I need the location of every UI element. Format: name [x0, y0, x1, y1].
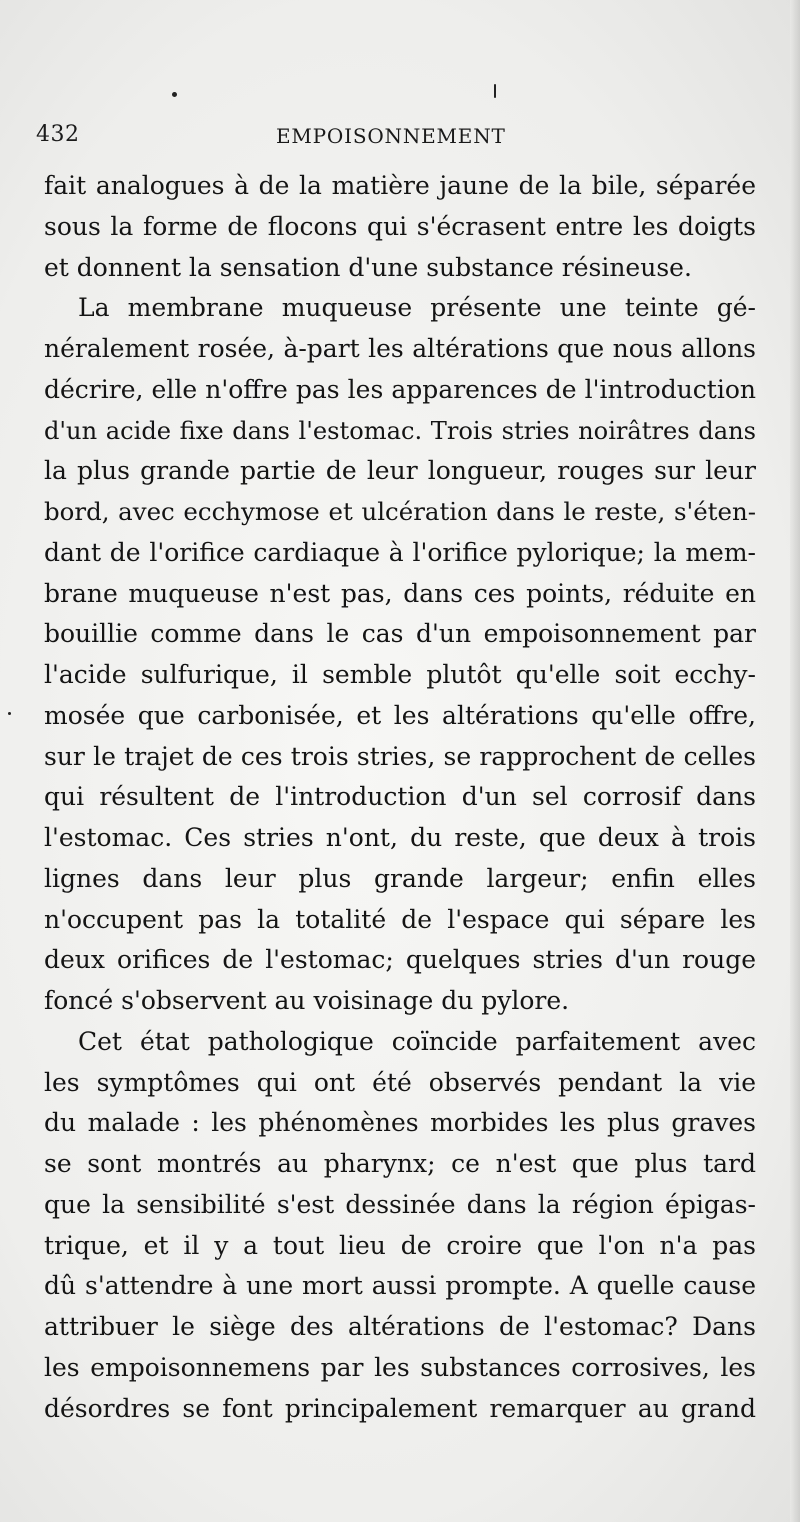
text-line: l'acide sulfurique, il semble plutôt qu'elle soit ecchy- [44, 660, 756, 689]
text-line: décrire, elle n'offre pas les apparences de l'introduction [44, 374, 756, 404]
text-line: que la sensibilité s'est dessinée dans la région épigas- [44, 1189, 756, 1219]
text-line: foncé s'observent au voisinage du pylore. [44, 986, 570, 1015]
text-line: se sont montrés au pharynx; ce n'est que plus tard [44, 1149, 756, 1178]
ink-speck [494, 84, 496, 98]
text-line: d'un acide fixe dans l'estomac. Trois stries noirâtres dans [44, 416, 756, 445]
text-line: lignes dans leur plus grande largeur; enfin elles [44, 863, 756, 893]
text-line: la plus grande partie de leur longueur, rouges sur leur [44, 456, 756, 486]
text-line: mosée que carbonisée, et les altérations qu'elle offre, [44, 700, 756, 730]
text-line: désordres se font principalement remarquer au grand [44, 1393, 756, 1423]
text-line: trique, et il y a tout lieu de croire que l'on n'a pas [44, 1230, 756, 1260]
body-text [44, 166, 756, 1429]
page-number: 432 [36, 122, 80, 147]
paragraph [44, 288, 756, 1022]
running-head [36, 122, 756, 162]
text-line: l'estomac. Ces stries n'ont, du reste, que deux à trois [44, 823, 756, 852]
running-title: EMPOISONNEMENT [276, 124, 506, 148]
ink-speck [172, 92, 177, 97]
page-edge [790, 0, 800, 1522]
paragraph [44, 166, 756, 288]
text-line: dû s'attendre à une mort aussi prompte. A quelle cause [44, 1271, 756, 1301]
text-line: bouillie comme dans le cas d'un empoisonnement par [44, 619, 756, 649]
text-line: Cet état pathologique coïncide parfaitement avec [78, 1026, 756, 1056]
paragraph [44, 1022, 756, 1430]
text-line: et donnent la sensation d'une substance résineuse. [44, 252, 692, 282]
text-line: sous la forme de flocons qui s'écrasent entre les doigts [44, 211, 756, 241]
text-line: deux orifices de l'estomac; quelques stries d'un rouge [44, 945, 756, 975]
text-line: bord, avec ecchymose et ulcération dans le reste, s'éten- [44, 497, 756, 526]
text-line: fait analogues à de la matière jaune de la bile, séparée [44, 171, 756, 200]
text-line: attribuer le siège des altérations de l'estomac? Dans [44, 1312, 756, 1341]
text-line: néralement rosée, à-part les altérations que nous allons [44, 334, 756, 363]
text-line: qui résultent de l'introduction d'un sel corrosif dans [44, 782, 756, 812]
text-line: les symptômes qui ont été observés pendant la vie [44, 1067, 756, 1097]
text-line: brane muqueuse n'est pas, dans ces points, réduite en [44, 578, 756, 608]
text-line: sur le trajet de ces trois stries, se rapprochent de celles [44, 741, 756, 771]
text-line: dant de l'orifice cardiaque à l'orifice pylorique; la mem- [44, 537, 756, 567]
ink-speck [8, 712, 11, 715]
text-line: les empoisonnemens par les substances corrosives, les [44, 1352, 756, 1382]
text-line: La membrane muqueuse présente une teinte gé- [78, 293, 756, 323]
text-line: n'occupent pas la totalité de l'espace qui sépare les [44, 904, 756, 934]
text-line: du malade : les phénomènes morbides les plus graves [44, 1108, 756, 1138]
